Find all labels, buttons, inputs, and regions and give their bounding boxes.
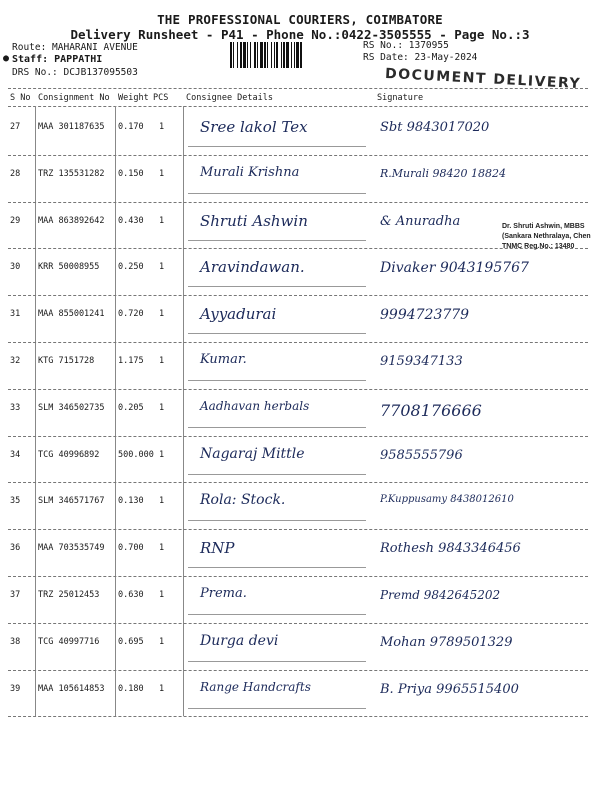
barcode-bar <box>274 42 275 68</box>
row-divider <box>8 716 588 717</box>
row-signature-handwritten: Rothesh 9843346456 <box>380 541 521 556</box>
barcode-bar <box>271 42 272 68</box>
row-consignment-no: MAA 863892642 <box>38 216 105 226</box>
column-rule <box>35 106 36 716</box>
row-sno: 31 <box>10 309 21 319</box>
doctor-stamp-line: Dr. Shruti Ashwin, MBBS <box>502 223 585 230</box>
row-pcs: 1 <box>159 309 165 319</box>
row-sno: 30 <box>10 262 21 272</box>
barcode-bar <box>240 42 242 68</box>
row-consignee-handwritten: Shruti Ashwin <box>200 212 308 230</box>
barcode-bar <box>264 42 266 68</box>
row-weight: 0.630 <box>118 590 144 600</box>
row-sno: 32 <box>10 356 21 366</box>
row-consignment-no: TRZ 135531282 <box>38 169 105 179</box>
row-weight: 0.700 <box>118 543 144 553</box>
row-sno: 37 <box>10 590 21 600</box>
consignee-underline <box>188 661 366 662</box>
row-signature-handwritten: 9585555796 <box>380 448 463 463</box>
consignee-underline <box>188 474 366 475</box>
row-divider <box>8 202 588 203</box>
row-sno: 36 <box>10 543 21 553</box>
row-weight: 0.720 <box>118 309 144 319</box>
row-consignee-handwritten: Nagaraj Mittle <box>200 446 305 462</box>
col-header-sno: S No <box>10 93 31 103</box>
col-header-signature: Signature <box>377 93 424 103</box>
row-consignee-handwritten: Prema. <box>200 586 247 601</box>
row-consignee-handwritten: Aravindawan. <box>200 258 305 276</box>
barcode <box>230 42 360 68</box>
row-pcs: 1 <box>159 169 165 179</box>
barcode-bar <box>230 42 232 68</box>
row-sno: 35 <box>10 496 21 506</box>
consignee-underline <box>188 193 366 194</box>
consignee-underline <box>188 427 366 428</box>
barcode-bar <box>243 42 246 68</box>
col-header-consignment: Consignment No <box>38 93 110 103</box>
route-label: Route: MAHARANI AVENUE <box>12 42 138 53</box>
row-consignee-handwritten: Durga devi <box>200 633 279 649</box>
col-header-weight: Weight <box>118 93 149 103</box>
row-divider <box>8 295 588 296</box>
barcode-bar <box>283 42 285 68</box>
col-header-details: Consignee Details <box>186 93 273 103</box>
header-divider-top <box>8 88 588 89</box>
barcode-bar <box>237 42 238 68</box>
row-divider <box>8 529 588 530</box>
row-consignment-no: SLM 346502735 <box>38 403 105 413</box>
row-divider <box>8 155 588 156</box>
consignee-underline <box>188 240 366 241</box>
row-sno: 28 <box>10 169 21 179</box>
row-consignment-no: TCG 40996892 <box>38 450 100 460</box>
barcode-bar <box>257 42 258 68</box>
row-signature-handwritten: Mohan 9789501329 <box>380 635 513 650</box>
barcode-bar <box>281 42 282 68</box>
row-signature-handwritten: P.Kuppusamy 8438012610 <box>380 494 514 505</box>
row-divider <box>8 482 588 483</box>
doctor-stamp-line: (Sankara Nethralaya, Chen <box>502 233 591 240</box>
row-pcs: 1 <box>159 637 165 647</box>
row-consignment-no: MAA 105614853 <box>38 684 105 694</box>
row-sno: 39 <box>10 684 21 694</box>
consignee-underline <box>188 614 366 615</box>
barcode-bar <box>286 42 289 68</box>
header-divider-bottom <box>8 106 588 107</box>
row-pcs: 1 <box>159 262 165 272</box>
document-delivery-stamp: DOCUMENT DELIVERY <box>384 65 582 93</box>
row-signature-handwritten: Divaker 9043195767 <box>380 260 529 276</box>
row-signature-handwritten: 9994723779 <box>380 307 470 323</box>
row-sno: 27 <box>10 122 21 132</box>
barcode-bar <box>260 42 263 68</box>
row-divider <box>8 623 588 624</box>
column-rule <box>183 106 184 716</box>
barcode-bar <box>247 42 248 68</box>
row-consignee-handwritten: RNP <box>200 539 235 557</box>
rs-date: RS Date: 23-May-2024 <box>363 52 478 63</box>
row-consignee-handwritten: Murali Krishna <box>200 165 300 180</box>
row-divider <box>8 248 588 249</box>
row-consignment-no: MAA 301187635 <box>38 122 105 132</box>
column-rule <box>115 106 116 716</box>
row-weight: 0.430 <box>118 216 144 226</box>
row-signature-handwritten: B. Priya 9965515400 <box>380 682 519 697</box>
barcode-bar <box>254 42 256 68</box>
row-weight: 0.130 <box>118 496 144 506</box>
row-weight: 0.695 <box>118 637 144 647</box>
row-signature-handwritten: 9159347133 <box>380 354 463 369</box>
consignee-underline <box>188 520 366 521</box>
row-weight: 0.180 <box>118 684 144 694</box>
barcode-bar <box>294 42 295 68</box>
consignee-underline <box>188 333 366 334</box>
row-signature-handwritten: Premd 9842645202 <box>380 588 501 602</box>
row-pcs: 1 <box>159 403 165 413</box>
bullet-mark: ● <box>3 53 10 64</box>
barcode-bar <box>296 42 299 68</box>
row-pcs: 1 <box>159 684 165 694</box>
barcode-bar <box>300 42 302 68</box>
row-consignment-no: KTG 7151728 <box>38 356 95 366</box>
rs-number: RS No.: 1370955 <box>363 40 449 51</box>
doctor-stamp-line: TNMC Reg.No.: 13480 <box>502 243 575 250</box>
row-signature-handwritten: R.Murali 98420 18824 <box>380 167 506 180</box>
col-header-pcs: PCS <box>153 93 169 103</box>
row-consignee-handwritten: Kumar. <box>200 352 247 367</box>
consignee-underline <box>188 146 366 147</box>
runsheet-title: THE PROFESSIONAL COURIERS, COIMBATORE <box>157 12 443 27</box>
row-pcs: 1 <box>159 450 165 460</box>
row-pcs: 1 <box>159 122 165 132</box>
row-pcs: 1 <box>159 590 165 600</box>
consignee-underline <box>188 286 366 287</box>
row-consignment-no: MAA 855001241 <box>38 309 105 319</box>
consignee-underline <box>188 567 366 568</box>
row-weight: 500.000 <box>118 450 154 460</box>
row-consignee-handwritten: Ayyadurai <box>200 305 277 323</box>
row-consignment-no: SLM 346571767 <box>38 496 105 506</box>
row-pcs: 1 <box>159 543 165 553</box>
row-consignment-no: MAA 703535749 <box>38 543 105 553</box>
row-sno: 33 <box>10 403 21 413</box>
consignee-underline <box>188 380 366 381</box>
row-sno: 34 <box>10 450 21 460</box>
row-consignment-no: KRR 50008955 <box>38 262 100 272</box>
row-weight: 1.175 <box>118 356 144 366</box>
barcode-bar <box>267 42 268 68</box>
row-pcs: 1 <box>159 496 165 506</box>
row-consignment-no: TRZ 25012453 <box>38 590 100 600</box>
row-pcs: 1 <box>159 356 165 366</box>
row-weight: 0.170 <box>118 122 144 132</box>
barcode-bar <box>291 42 292 68</box>
row-consignee-handwritten: Range Handcrafts <box>200 680 311 694</box>
row-weight: 0.250 <box>118 262 144 272</box>
row-divider <box>8 436 588 437</box>
runsheet-subtitle: Delivery Runsheet - P41 - Phone No.:0422-3505555 - Page No.:3 <box>70 27 530 42</box>
row-sno: 38 <box>10 637 21 647</box>
consignee-underline <box>188 708 366 709</box>
row-divider <box>8 576 588 577</box>
barcode-bar <box>233 42 234 68</box>
row-sno: 29 <box>10 216 21 226</box>
row-weight: 0.205 <box>118 403 144 413</box>
row-signature-handwritten: 7708176666 <box>380 401 482 420</box>
row-signature-handwritten: & Anuradha <box>380 214 461 229</box>
row-signature-handwritten: Sbt 9843017020 <box>380 120 490 135</box>
row-consignee-handwritten: Sree lakol Tex <box>200 118 308 136</box>
row-weight: 0.150 <box>118 169 144 179</box>
row-consignment-no: TCG 40997716 <box>38 637 100 647</box>
row-pcs: 1 <box>159 216 165 226</box>
drs-number: DRS No.: DCJB137095503 <box>12 67 138 78</box>
row-divider <box>8 670 588 671</box>
barcode-bar <box>250 42 251 68</box>
row-consignee-handwritten: Rola: Stock. <box>200 492 286 508</box>
row-divider <box>8 389 588 390</box>
row-divider <box>8 342 588 343</box>
doctor-stamp <box>502 222 600 252</box>
barcode-bar <box>276 42 278 68</box>
row-consignee-handwritten: Aadhavan herbals <box>200 399 310 413</box>
staff-label: Staff: PAPPATHI <box>12 54 103 65</box>
